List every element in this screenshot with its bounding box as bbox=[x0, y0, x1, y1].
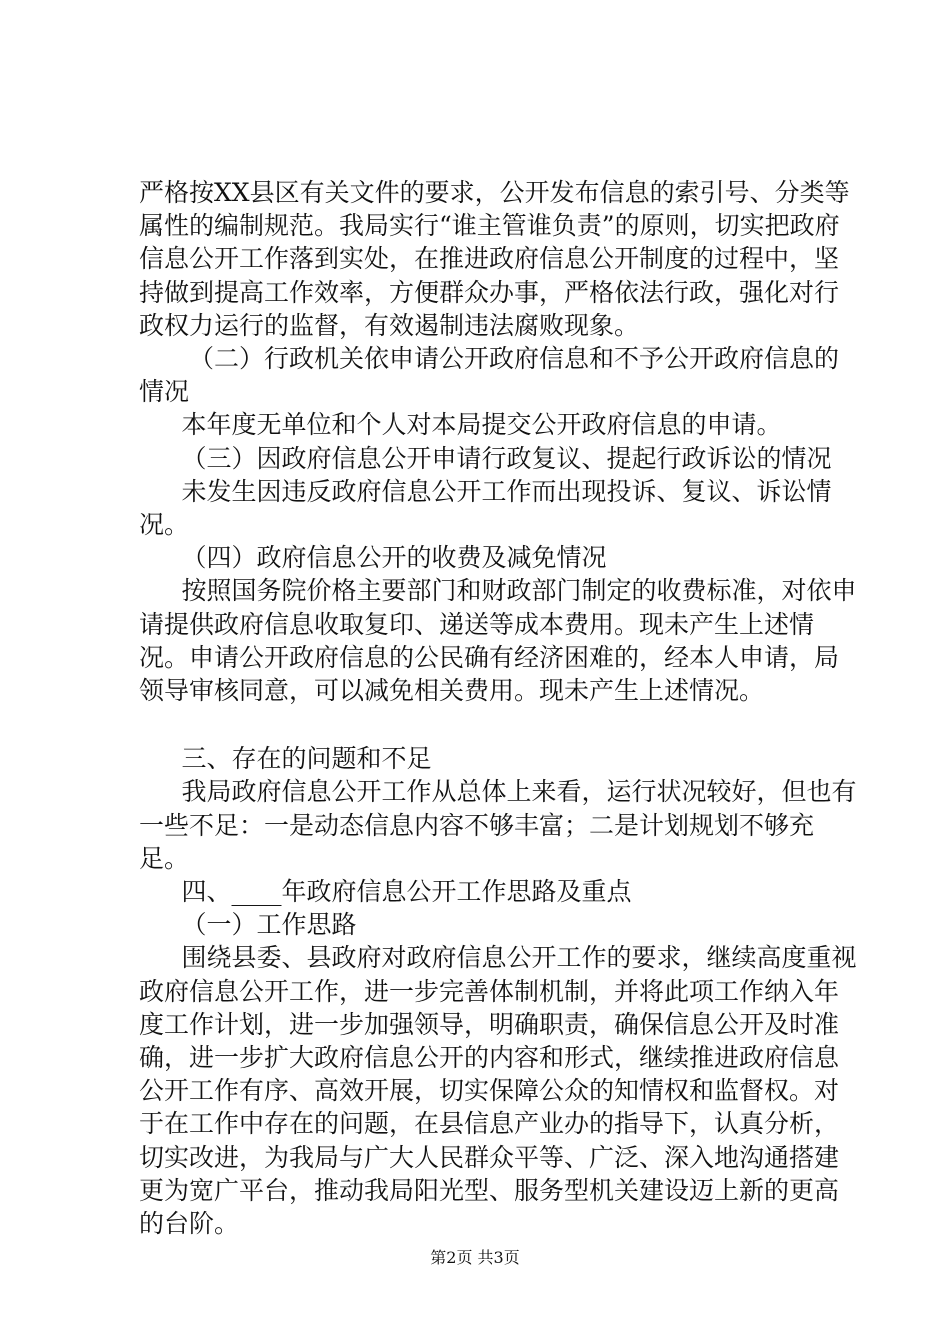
heading-section-3: 三、存在的问题和不足 bbox=[181, 744, 432, 774]
heading-section-2-4: （四）政府信息公开的收费及减免情况 bbox=[181, 543, 607, 573]
paragraph-no-complaints: 未发生因违反政府信息公开工作而出现投诉、复议、诉讼情况。 bbox=[139, 476, 832, 540]
page-number-footer: 第2页 共3页 bbox=[430, 1248, 520, 1267]
paragraph-fees: 按照国务院价格主要部门和财政部门制定的收费标准，对依申请提供政府信息收取复印、递送等成本费用。现未产生上述情况。申请公开政府信息的公民确有经济困难的，经本人申请，局领导审核同意，可以减免相关费用。现未产生上述情况。 bbox=[139, 576, 857, 706]
document-body bbox=[139, 176, 859, 1240]
heading-section-4-1: （一）工作思路 bbox=[181, 910, 357, 940]
paragraph-work-plan: 围绕县委、县政府对政府信息公开工作的要求，继续高度重视政府信息公开工作，进一步完善体制机制，并将此项工作纳入年度工作计划，进一步加强领导，明确职责，确保信息公开及时准确，进一步扩大政府信息公开的内容和形式，继续推进政府信息公开工作有序、高效开展，切实保障公众的知情权和监督权。对于在工作中存在的问题，在县信息产业办的指导下，认真分析，切实改进，为我局与广大人民群众平等、广泛、深入地沟通搭建更为宽广平台，推动我局阳光型、服务型机关建设迈上新的更高的台阶。 bbox=[139, 943, 857, 1239]
paragraph-problems: 我局政府信息公开工作从总体上来看，运行状况较好，但也有一些不足：一是动态信息内容不够丰富；二是计划规划不够充足。 bbox=[139, 777, 857, 873]
heading-section-4: 四、____年政府信息公开工作思路及重点 bbox=[181, 877, 632, 907]
section-gap bbox=[139, 707, 859, 742]
heading-section-2-2: （二）行政机关依申请公开政府信息和不予公开政府信息的情况 bbox=[139, 344, 840, 407]
paragraph-policy-implementation: 严格按XX县区有关文件的要求，公开发布信息的索引号、分类等属性的编制规范。我局实行“谁主管谁负责”的原则，切实把政府信息公开工作落到实处，在推进政府信息公开制度的过程中，坚持做到提高工作效率，方便群众办事，严格依法行政，强化对行政权力运行的监督，有效遏制违法腐败现象。 bbox=[139, 178, 850, 340]
heading-section-2-3: （三）因政府信息公开申请行政复议、提起行政诉讼的情况 bbox=[181, 443, 832, 473]
paragraph-no-requests: 本年度无单位和个人对本局提交公开政府信息的申请。 bbox=[181, 410, 782, 440]
